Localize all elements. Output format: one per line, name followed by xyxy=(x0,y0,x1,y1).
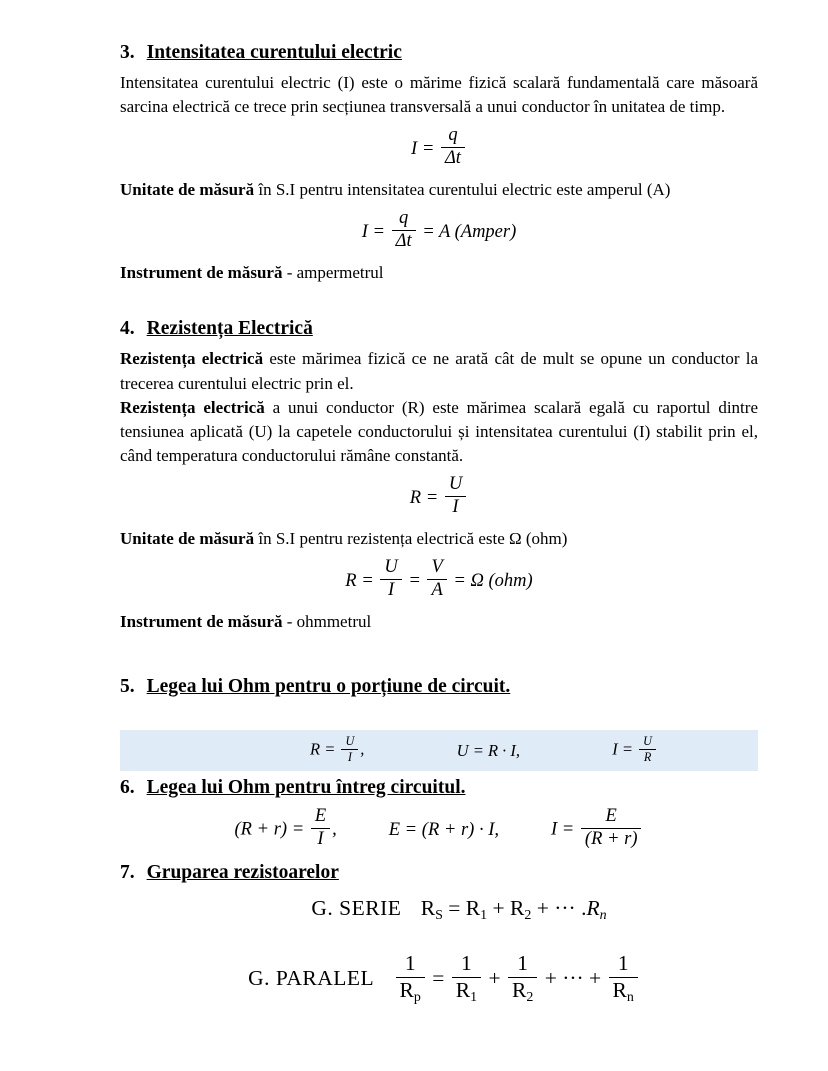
fraction-denominator: I xyxy=(380,579,401,601)
math-lhs: (R + r) = xyxy=(234,820,305,841)
r-sub-s xyxy=(420,896,443,924)
section-7-title: Gruparea rezistoarelor xyxy=(146,862,339,884)
fraction-one-over-r1 xyxy=(452,952,481,1004)
formula-r-equals-u-over-i xyxy=(310,736,364,765)
math-comma: , xyxy=(360,739,365,759)
unit-of-measure-label: Unitate de măsură xyxy=(120,180,255,200)
math-lhs: I = xyxy=(361,222,385,243)
math-expression xyxy=(409,474,468,517)
instrument-label: Instrument de măsură xyxy=(120,263,283,283)
symbol-base: R xyxy=(612,977,627,1002)
symbol-base: R xyxy=(399,977,414,1002)
fraction-u-over-r xyxy=(639,735,656,764)
section-5-title: Legea lui Ohm pentru o porțiune de circuit. xyxy=(146,676,511,698)
symbol-base: R xyxy=(465,896,481,921)
fraction-numerator: 1 xyxy=(517,951,529,976)
unit-of-measure-label: Unitate de măsură xyxy=(120,528,255,548)
fraction-denominator xyxy=(508,977,537,1005)
math-comma: , xyxy=(332,820,337,841)
symbol-base: R xyxy=(455,977,471,1002)
fraction-e-over-r-plus-r xyxy=(581,807,642,850)
section-4-unit-line xyxy=(120,527,758,551)
math-lhs: R = xyxy=(409,487,439,508)
section-3-paragraph: Intensitatea curentului electric (I) este o mărime fizică scalară fundamentală care măsoară sarcina electrică ce trece prin secțiunea transversală a unui conductor în unitatea de timp. xyxy=(120,73,758,117)
section-3-title: Intensitatea curentului electric xyxy=(146,42,402,63)
formula-resistance-unit xyxy=(120,557,758,603)
symbol-base: R xyxy=(586,896,600,921)
unit-of-measure-text: în S.I pentru intensitatea curentului electric este amperul (A) xyxy=(254,180,671,200)
fraction-u-over-i xyxy=(445,475,466,518)
formula-u-equals-ri: U = R · I, xyxy=(456,740,521,760)
r-sub-1 xyxy=(465,896,488,924)
symbol-subscript: S xyxy=(435,908,443,924)
section-4-title: Rezistența Electrică xyxy=(146,318,313,340)
formula-current-definition xyxy=(120,125,758,171)
math-lhs: I = xyxy=(411,138,435,159)
math-ellipsis: + ··· . xyxy=(536,896,587,921)
math-expression xyxy=(361,208,517,252)
section-4-instrument-line xyxy=(120,610,758,634)
section-7-number: 7. xyxy=(120,862,135,884)
fraction-numerator: U xyxy=(448,474,463,494)
section-7-heading xyxy=(120,862,758,884)
fraction-denominator: I xyxy=(311,828,330,850)
paragraph-text: a unui conductor (R) este mărimea scalară egală cu raportul dintre tensiunea aplicată (U) la capetele conductorului și intensitatea curentului (I) stabilit prin el, când temperatura conductorului rămâne constantă. xyxy=(120,397,758,465)
math-rhs: = Ω (ohm) xyxy=(453,570,533,591)
series-formula xyxy=(420,896,607,924)
fraction-u-over-i xyxy=(380,558,401,601)
fraction-numerator: q xyxy=(399,208,409,229)
fraction-denominator: R xyxy=(639,749,656,764)
section-5-heading xyxy=(120,676,758,698)
section-5-number: 5. xyxy=(120,676,135,698)
fraction-one-over-rn xyxy=(609,952,638,1004)
fraction-denominator: Δt xyxy=(392,230,416,252)
symbol-subscript: n xyxy=(626,989,634,1005)
fraction-denominator xyxy=(609,977,638,1005)
fraction-numerator: E xyxy=(605,806,617,827)
math-equals: = xyxy=(408,570,421,591)
fraction-denominator: I xyxy=(341,749,358,764)
math-plus: + xyxy=(492,896,505,921)
math-expression xyxy=(345,557,533,601)
math-lhs: R = xyxy=(310,739,336,759)
paragraph-text: este mărimea fizică ce ne arată cât de mult se opune un conductor la trecerea curentului electric prin el. xyxy=(120,349,758,393)
section-3-heading xyxy=(120,42,758,64)
section-6-number: 6. xyxy=(120,777,135,799)
fraction-e-over-i xyxy=(311,807,330,850)
symbol-base: R xyxy=(420,896,436,921)
fraction-numerator: U xyxy=(384,557,398,578)
fraction-q-over-delta-t xyxy=(392,209,416,252)
series-grouping-line xyxy=(160,896,758,924)
symbol-subscript: n xyxy=(599,908,607,924)
instrument-text: - ampermetrul xyxy=(282,263,384,283)
math-expression xyxy=(411,125,467,169)
ohm-portion-formula-band xyxy=(120,730,758,771)
math-lhs: I = xyxy=(551,820,575,841)
fraction-denominator xyxy=(396,977,425,1005)
section-3-number: 3. xyxy=(120,42,135,63)
fraction-denominator: Δt xyxy=(441,147,465,169)
section-4-paragraph-2 xyxy=(120,396,758,468)
fraction-numerator: U xyxy=(643,734,652,749)
formula-e-equals-r-plus-r-i: E = (R + r) · I, xyxy=(388,820,500,841)
symbol-subscript: 2 xyxy=(524,908,532,924)
symbol-subscript: 1 xyxy=(480,908,488,924)
ohm-full-circuit-formula-row xyxy=(120,806,758,852)
math-lhs: R = xyxy=(345,570,374,591)
fraction-one-over-r2 xyxy=(508,952,537,1004)
section-6-heading xyxy=(120,777,758,799)
series-label: G. SERIE xyxy=(311,896,402,921)
fraction-numerator: 1 xyxy=(461,951,472,976)
fraction-denominator: (R + r) xyxy=(581,828,642,850)
section-3-instrument-line xyxy=(120,261,758,285)
fraction-numerator: 1 xyxy=(404,951,416,976)
fraction-numerator: 1 xyxy=(617,951,629,976)
formula-r-plus-r-equals-e-over-i xyxy=(234,806,337,852)
r-sub-n xyxy=(586,896,607,924)
section-6-title: Legea lui Ohm pentru întreg circuitul. xyxy=(146,777,466,799)
math-lhs: I = xyxy=(612,739,634,759)
parallel-label: G. PARALEL xyxy=(248,966,375,991)
fraction-numerator: V xyxy=(431,557,443,578)
parallel-formula xyxy=(394,951,640,1005)
math-equals: = xyxy=(432,966,445,991)
symbol-base: R xyxy=(511,977,527,1002)
resistance-term-bold: Rezistența electrică xyxy=(120,397,265,417)
fraction-v-over-a xyxy=(427,558,446,601)
symbol-subscript: p xyxy=(413,989,421,1005)
fraction-q-over-delta-t xyxy=(441,126,465,169)
math-rhs: = A (Amper) xyxy=(422,222,517,243)
section-4-number: 4. xyxy=(120,318,135,340)
symbol-subscript: 1 xyxy=(470,989,478,1005)
math-plus: + xyxy=(488,966,501,991)
section-4-paragraph-1 xyxy=(120,347,758,395)
unit-of-measure-text: în S.I pentru rezistența electrică este Ω (ohm) xyxy=(254,528,568,548)
section-4-heading xyxy=(120,318,758,340)
symbol-base: R xyxy=(510,896,525,921)
formula-resistance-definition xyxy=(120,474,758,520)
symbol-subscript: 2 xyxy=(526,989,534,1005)
fraction-u-over-i xyxy=(341,735,358,764)
fraction-denominator: I xyxy=(445,496,466,518)
formula-i-equals-u-over-r xyxy=(612,736,658,765)
parallel-grouping-line xyxy=(130,951,758,1006)
instrument-label: Instrument de măsură xyxy=(120,612,283,631)
fraction-denominator: A xyxy=(427,579,446,601)
fraction-one-over-rp xyxy=(396,952,425,1004)
section-3-unit-line xyxy=(120,178,758,202)
fraction-numerator: E xyxy=(314,806,327,827)
fraction-denominator xyxy=(452,977,481,1005)
math-ellipsis: + ··· + xyxy=(544,966,602,991)
math-equals: = xyxy=(448,896,461,921)
fraction-numerator: q xyxy=(448,125,458,146)
instrument-text: - ohmmetrul xyxy=(282,612,372,631)
formula-current-unit xyxy=(120,208,758,254)
r-sub-2 xyxy=(510,896,532,924)
formula-i-equals-e-over-r-plus-r xyxy=(551,806,643,852)
resistance-term-bold: Rezistența electrică xyxy=(120,349,264,369)
fraction-numerator: U xyxy=(345,734,355,749)
